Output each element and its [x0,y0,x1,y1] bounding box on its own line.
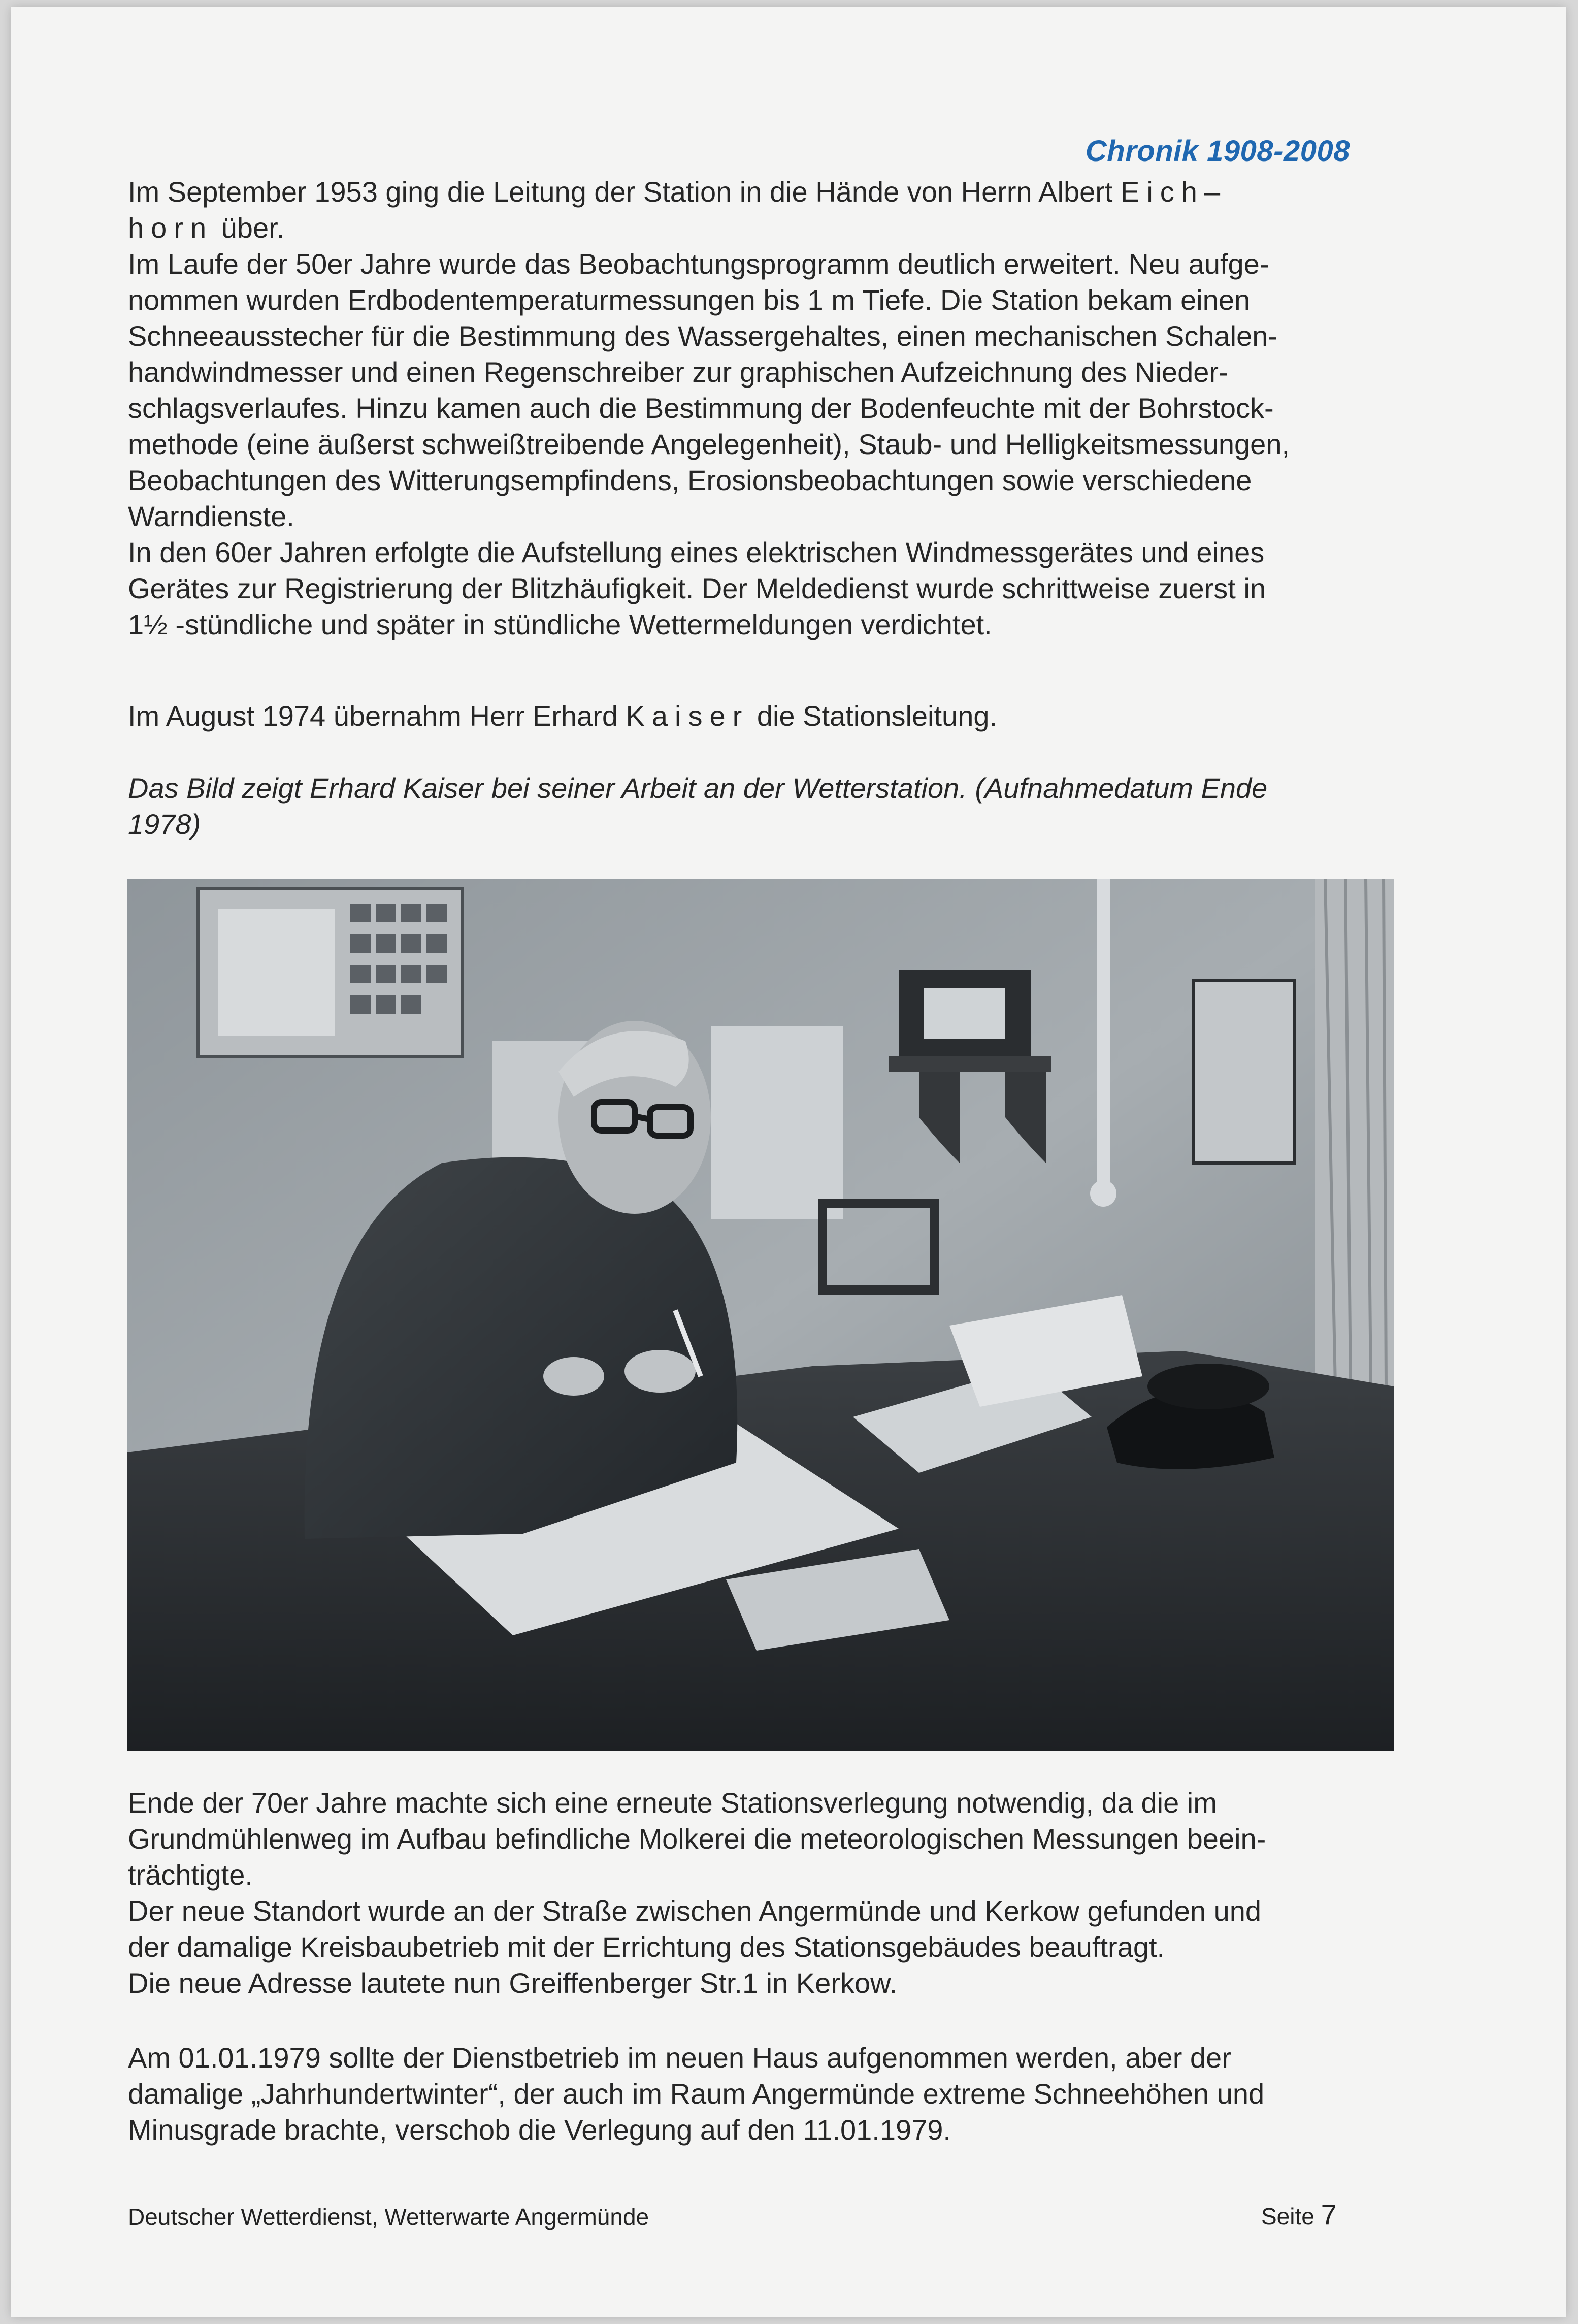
photo-illustration [127,879,1394,1751]
text-line: Beobachtungen des Witterungsempfindens, Erosionsbeobachtungen sowie verschiedene [128,464,1252,496]
photo-erhard-kaiser-at-desk [127,879,1394,1751]
paragraph-new-location [128,1893,1387,1965]
text-line: Im August 1974 übernahm Herr Erhard [128,700,626,732]
text-line: In den 60er Jahren erfolgte die Aufstellung eines elektrischen Windmessgerätes und eines [128,536,1265,568]
name-eichhorn-part1: Eich– [1121,176,1228,208]
text-line: handwindmesser und einen Regenschreiber zur graphischen Aufzeichnung des Nieder- [128,356,1228,388]
text-line: Ende der 70er Jahre machte sich eine erneute Stationsverlegung notwendig, da die im [128,1787,1217,1819]
text-line: Schneeausstecher für die Bestimmung des Wassergehaltes, einen mechanischen Schalen- [128,320,1278,352]
text-block-1979 [128,2040,1387,2148]
text-line: trächtigte. [128,1859,253,1891]
name-kaiser: Kaiser [626,700,749,732]
text-line: Gerätes zur Registrierung der Blitzhäufigkeit. Der Meldedienst wurde schrittweise zuerst in [128,572,1266,604]
page-label: Seite [1261,2203,1321,2230]
chronicle-header-title: Chronik 1908-2008 [1085,135,1350,168]
paragraph-kaiser [128,698,1387,734]
paragraph-molkerei [128,1785,1387,1893]
paragraph-50er-jahre [128,246,1387,534]
text-line: Warndienste. [128,500,294,532]
text-line: Im Laufe der 50er Jahre wurde das Beobachtungsprogramm deutlich erweitert. Neu aufge- [128,248,1269,280]
text-line: die Stationsleitung. [749,700,998,732]
document-page [11,7,1566,2317]
text-line: Der neue Standort wurde an der Straße zwischen Angermünde und Kerkow gefunden und [128,1895,1262,1927]
caption-line: Das Bild zeigt Erhard Kaiser bei seiner Arbeit an der Wetterstation. (Aufnahmedatum Ende [128,772,1268,804]
text-block-relocation [128,1785,1387,2001]
text-line: nommen wurden Erdbodentemperaturmessungen bis 1 m Tiefe. Die Station bekam einen [128,284,1251,316]
photo-caption [128,770,1387,842]
footer-page-number [1261,2198,1337,2231]
text-line: Am 01.01.1979 sollte der Dienstbetrieb im neuen Haus aufgenommen werden, aber der [128,2042,1231,2074]
text-line: damalige „Jahrhundertwinter“, der auch im Raum Angermünde extreme Schneehöhen und [128,2078,1265,2110]
text-line: schlagsverlaufes. Hinzu kamen auch die Bestimmung der Bodenfeuchte mit der Bohrstock- [128,392,1274,424]
caption-paragraph [128,770,1387,842]
page-number: 7 [1321,2199,1337,2231]
caption-line: 1978) [128,808,201,840]
text-line: Minusgrade brachte, verschob die Verlegung auf den 11.01.1979. [128,2114,951,2146]
footer-publisher: Deutscher Wetterdienst, Wetterwarte Angermünde [128,2204,649,2230]
paragraph-60er-jahre [128,534,1387,642]
text-line: der damalige Kreisbaubetrieb mit der Errichtung des Stationsgebäudes beauftragt. [128,1931,1165,1963]
text-line: über. [213,212,285,244]
paragraph-new-address [128,1965,1387,2001]
paragraph-jahrhundertwinter [128,2040,1387,2148]
text-line: Die neue Adresse lautete nun Greiffenberger Str.1 in Kerkow. [128,1967,898,1999]
paragraph-eichhorn [128,174,1387,246]
text-block-station-history [128,174,1387,642]
name-eichhorn-part2: horn [128,212,214,244]
text-line: 1½ -stündliche und später in stündliche Wettermeldungen verdichtet. [128,608,992,640]
text-line: methode (eine äußerst schweißtreibende Angelegenheit), Staub- und Helligkeitsmessungen, [128,428,1290,460]
text-line: Grundmühlenweg im Aufbau befindliche Molkerei die meteorologischen Messungen beein- [128,1823,1266,1855]
text-line: Im September 1953 ging die Leitung der Station in die Hände von Herrn Albert [128,176,1121,208]
text-block-kaiser-1974 [128,698,1387,734]
